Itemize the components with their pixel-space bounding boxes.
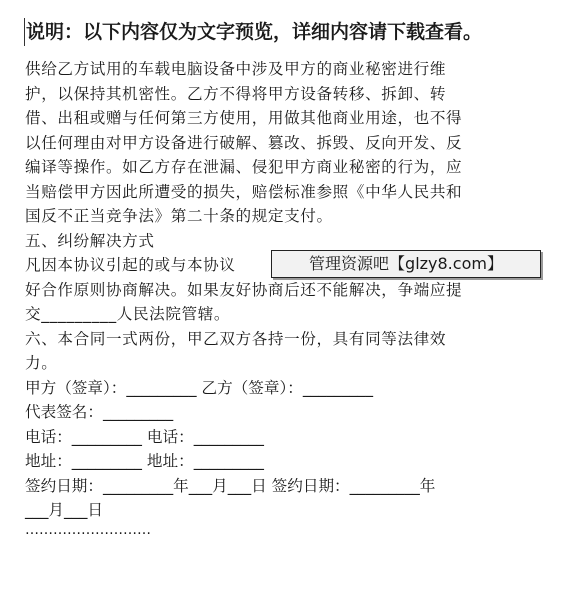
text-line: 护，以保持其机密性。乙方不得将甲方设备转移、拆卸、转 xyxy=(25,84,447,103)
text-line: 交_________人民法院管辖。 xyxy=(25,305,231,323)
text-line: 力。 xyxy=(25,354,58,372)
representative-line: 代表签名：_________ xyxy=(25,403,174,421)
preview-notice: 说明：以下内容仅为文字预览，详细内容请下载查看。 xyxy=(24,18,571,46)
text-line: 凡因本协议引起的或与本协议 xyxy=(25,256,236,274)
date-line: 签约日期：_________年___月___日 签约日期：_________年 xyxy=(25,476,436,495)
ellipsis: ……………………… xyxy=(25,521,151,538)
section-heading-dispute: 五、纠纷解决方式 xyxy=(25,231,155,250)
text-line: 好合作原则协商解决。如果友好协商后还不能解决，争端应提 xyxy=(25,280,463,299)
text-line: 编译等操作。如乙方存在泄漏、侵犯甲方商业秘密的行为，应 xyxy=(25,158,463,176)
address-line: 地址：_________ 地址：_________ xyxy=(25,452,264,470)
text-line: 国反不正当竞争法》第二十条的规定支付。 xyxy=(25,207,333,225)
phone-line: 电话：_________ 电话：_________ xyxy=(25,427,264,446)
text-line: 以任何理由对甲方设备进行破解、篡改、拆毁、反向开发、反 xyxy=(25,133,463,152)
text-line: 当赔偿甲方因此所遭受的损失，赔偿标准参照《中华人民共和 xyxy=(25,182,463,201)
text-line: 六、本合同一式两份，甲乙双方各持一份，具有同等法律效 xyxy=(25,329,447,348)
document-body xyxy=(25,57,555,537)
signature-line: 甲方（签章）：_________ 乙方（签章）：_________ xyxy=(25,378,374,397)
text-line: 供给乙方试用的车载电脑设备中涉及甲方的商业秘密进行维 xyxy=(25,60,447,78)
date-line-continued: ___月___日 xyxy=(25,501,103,519)
watermark-banner: 管理资源吧【glzy8.com】 xyxy=(271,250,541,278)
text-line: 借、出租或赠与任何第三方使用，用做其他商业用途，也不得 xyxy=(25,109,463,127)
